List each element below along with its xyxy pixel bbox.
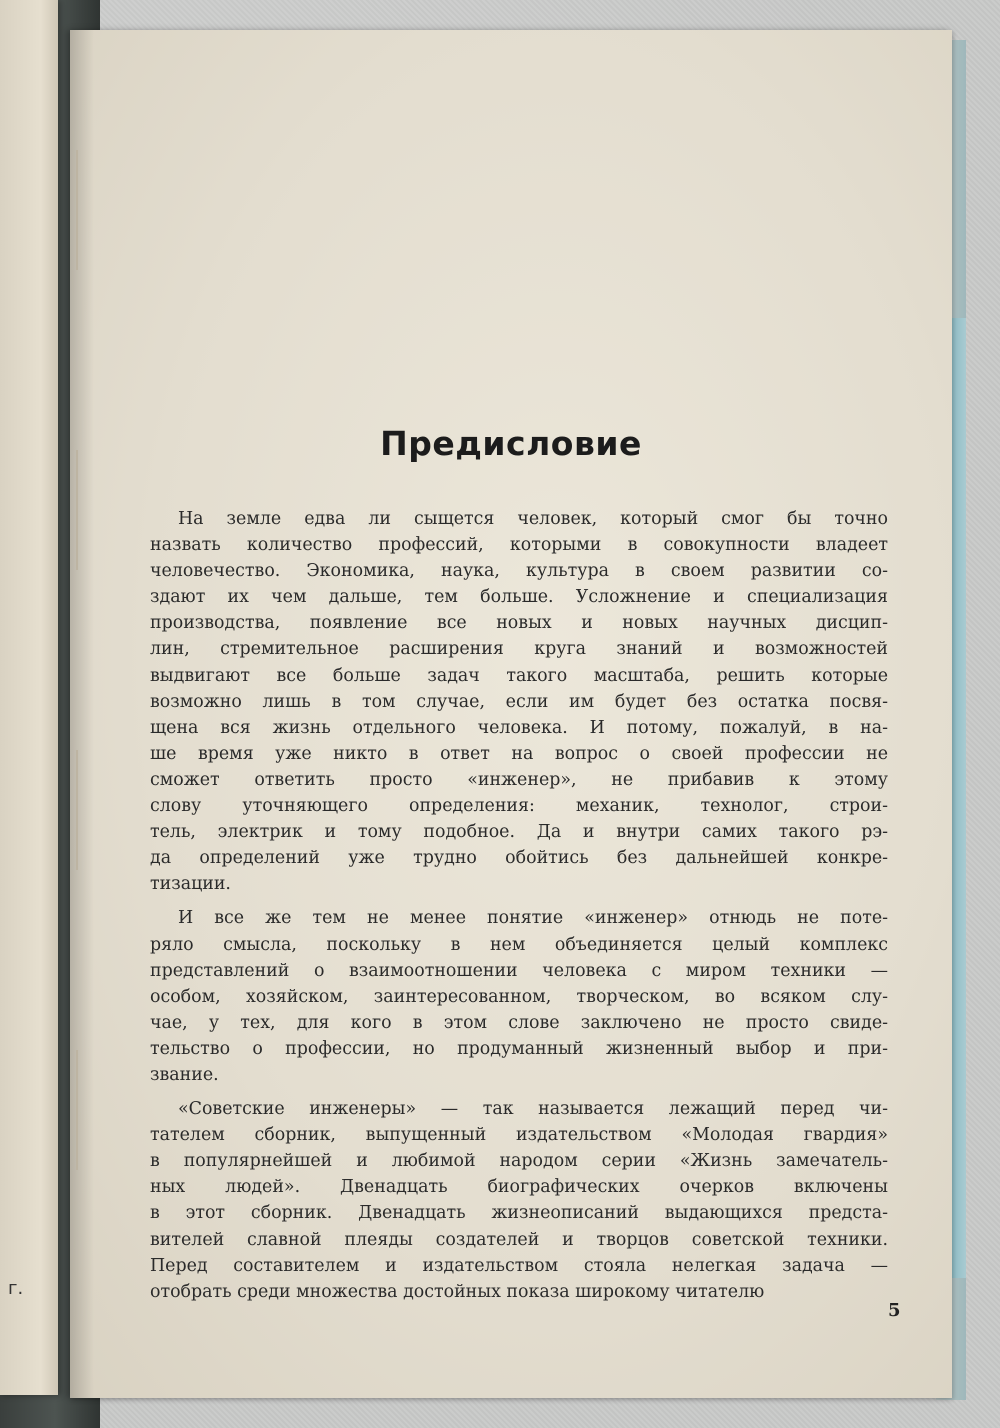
text-line: человечество. Экономика, наука, культура в своем развитии со- <box>150 561 888 582</box>
left-page-strip <box>0 0 58 1395</box>
page-title: Предисловие <box>380 424 642 463</box>
text-line: слову уточняющего определения: механик, технолог, строи- <box>150 796 888 817</box>
text-line: назвать количество профессий, которыми в совокупности владеет <box>150 535 888 556</box>
binding-stitch <box>76 450 78 570</box>
body-text <box>150 506 888 1305</box>
paragraph <box>150 905 888 1088</box>
text-line: производства, появление все новых и новых научных дисцип- <box>150 613 888 634</box>
text-line: На земле едва ли сыщется человек, который смог бы точно <box>178 509 888 529</box>
text-line: тизации. <box>150 874 231 895</box>
binding-stitch <box>76 750 78 870</box>
binding-stitch <box>76 1050 78 1170</box>
text-line: звание. <box>150 1064 219 1085</box>
book-page <box>70 30 952 1398</box>
text-line: возможно лишь в том случае, если им будет без остатка посвя- <box>150 691 888 712</box>
text-line: выдвигают все больше задач такого масштаба, решить которые <box>150 665 888 686</box>
text-line: ше время уже никто в ответ на вопрос о своей профессии не <box>150 743 888 764</box>
text-line: особом, хозяйском, заинтересованном, творческом, во всяком слу- <box>150 986 888 1007</box>
text-line: И все же тем не менее понятие «инженер» отнюдь не поте- <box>178 908 888 929</box>
text-line: сможет ответить просто «инженер», не прибавив к этому <box>150 769 888 790</box>
text-line: в популярнейшей и любимой народом серии «Жизнь замечатель- <box>150 1151 888 1172</box>
text-line: здают их чем дальше, тем больше. Усложнение и специализация <box>150 587 888 608</box>
page-number: 5 <box>888 1300 901 1321</box>
text-line: лин, стремительное расширения круга знаний и возможностей <box>150 639 888 660</box>
text-line: ных людей». Двенадцать биографических очерков включены <box>150 1177 888 1198</box>
left-page-mark: г. <box>8 1278 24 1299</box>
page-gutter <box>70 30 94 1398</box>
paragraph-gap <box>150 1088 888 1096</box>
text-line: да определений уже трудно обойтись без дальнейшей конкре- <box>150 848 888 869</box>
paragraph-gap <box>150 897 888 905</box>
text-line: отобрать среди множества достойных показа широкому читателю <box>150 1281 765 1302</box>
text-line: тателем сборник, выпущенный издательством «Молодая гвардия» <box>150 1125 888 1146</box>
text-line: тельство о профессии, но продуманный жизненный выбор и при- <box>150 1038 888 1059</box>
paragraph <box>150 1096 888 1305</box>
text-line: щена вся жизнь отдельного человека. И потому, пожалуй, в на- <box>150 717 888 738</box>
text-line: ряло смысла, поскольку в нем объединяется целый комплекс <box>150 934 888 955</box>
paragraph <box>150 506 888 897</box>
text-line: тель, электрик и тому подобное. Да и внутри самих такого рэ- <box>150 822 888 843</box>
text-line: представлений о взаимоотношении человека с миром техники — <box>150 960 888 981</box>
text-line: в этот сборник. Двенадцать жизнеописаний выдающихся предста- <box>150 1203 888 1224</box>
binding-stitch <box>76 150 78 270</box>
text-line: вителей славной плеяды создателей и творцов советской техники. <box>150 1229 888 1250</box>
text-line: чае, у тех, для кого в этом слове заключено не просто свиде- <box>150 1012 888 1033</box>
text-line: Перед составителем и издательством стояла нелегкая задача — <box>150 1255 888 1276</box>
text-line: «Советские инженеры» — так называется лежащий перед чи- <box>178 1099 888 1120</box>
